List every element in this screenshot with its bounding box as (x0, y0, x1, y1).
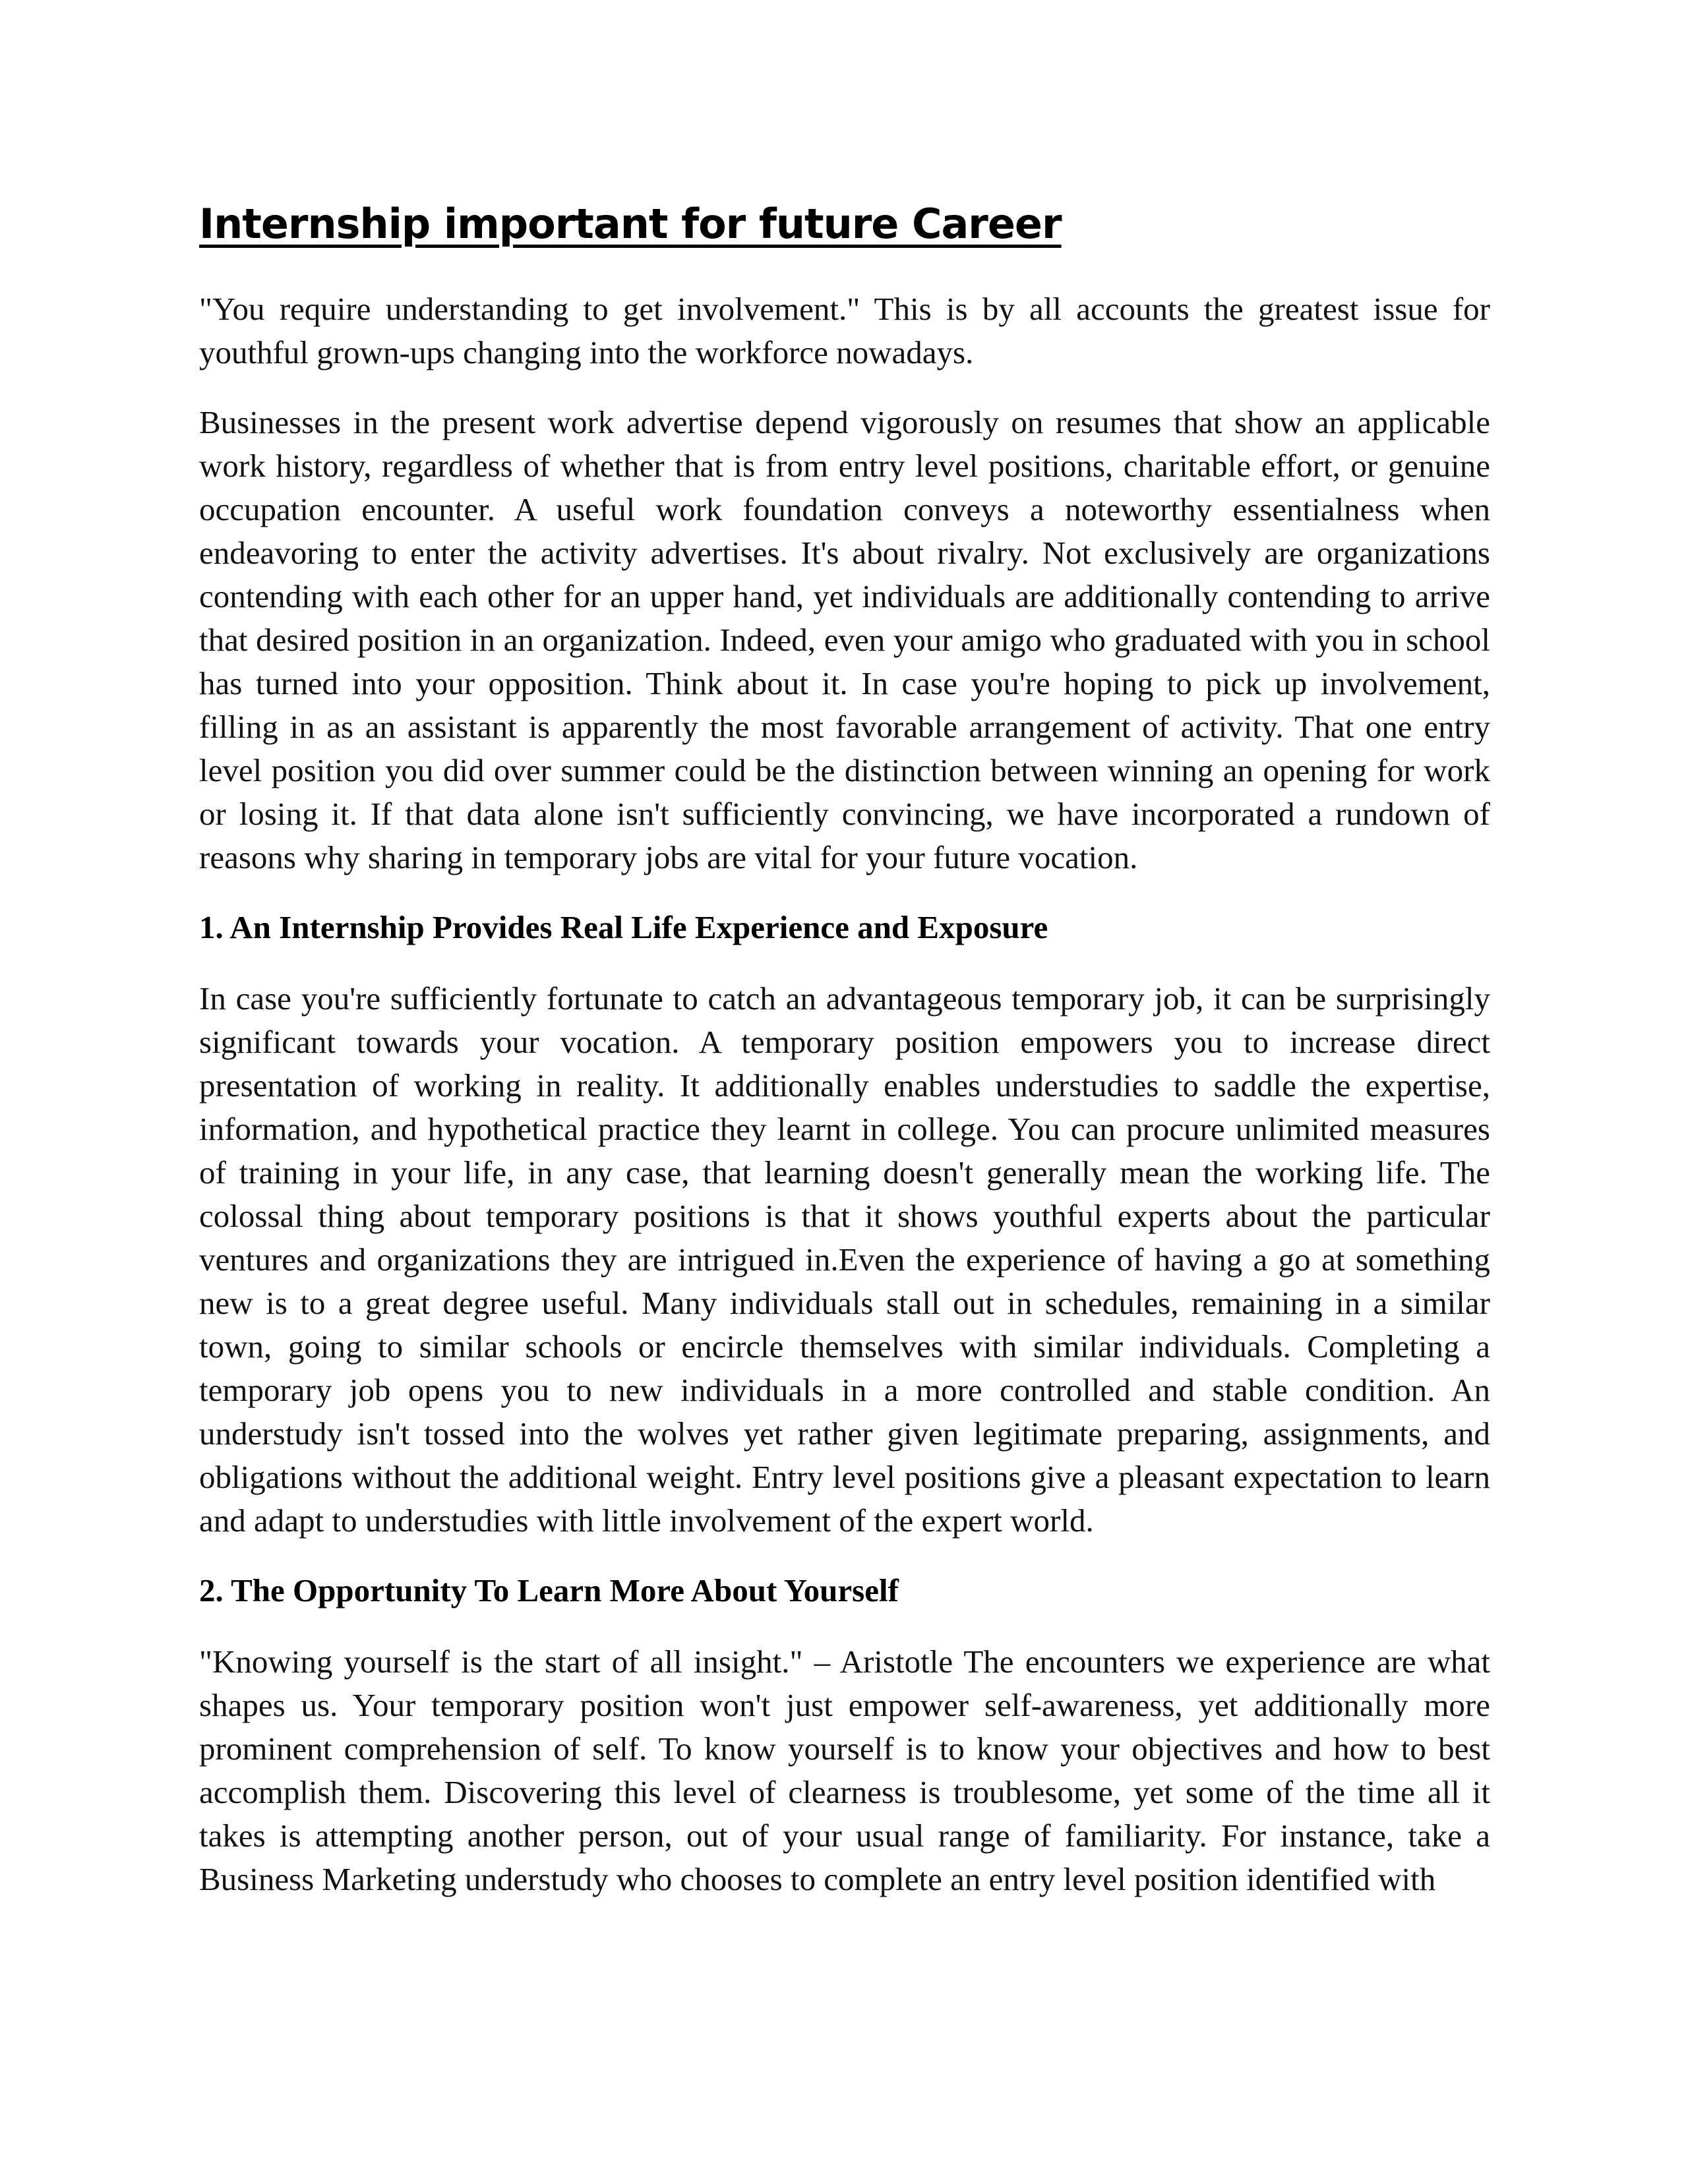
document-page (199, 198, 1490, 1928)
intro-paragraph-1: "You require understanding to get involvement." This is by all accounts the greatest issue for youthful grown-ups changing into the workforce nowadays. (199, 291, 1490, 370)
section-heading-1: 1. An Internship Provides Real Life Experience and Exposure (199, 909, 1048, 945)
intro-paragraph-2: Businesses in the present work advertise depend vigorously on resumes that show an applicable work history, regardless of whether that is from entry level positions, charitable effort, or genuine occupation encounter. A useful work foundation conveys a noteworthy essentialness when endeavoring to enter the activity advertises. It's about rivalry. Not exclusively are organizations contending with each other for an upper hand, yet individuals are additionally contending to arrive that desired position in an organization. Indeed, even your amigo who graduated with you in school has turned into your opposition. Think about it. In case you're hoping to pick up involvement, filling in as an assistant is apparently the most favorable arrangement of activity. That one entry level position you did over summer could be the distinction between winning an opening for work or losing it. If that data alone isn't sufficiently convincing, we have incorporated a rundown of reasons why sharing in temporary jobs are vital for your future vocation. (199, 404, 1490, 875)
section-heading-2: 2. The Opportunity To Learn More About Yourself (199, 1572, 899, 1608)
section-paragraph-2: "Knowing yourself is the start of all insight." – Aristotle The encounters we experience are what shapes us. Your temporary position won't just empower self-awareness, yet additionally more prominent comprehension of self. To know yourself is to know your objectives and how to best accomplish them. Discovering this level of clearness is troublesome, yet some of the time all it takes is attempting another person, out of your usual range of familiarity. For instance, take a Business Marketing understudy who chooses to complete an entry level position identified with (199, 1643, 1490, 1897)
document-title: Internship important for future Career (199, 200, 1062, 248)
section-paragraph-1: In case you're sufficiently fortunate to catch an advantageous temporary job, it can be surprisingly significant towards your vocation. A temporary position empowers you to increase direct presentation of working in reality. It additionally enables understudies to saddle the expertise, information, and hypothetical practice they learnt in college. You can procure unlimited measures of training in your life, in any case, that learning doesn't generally mean the working life. The colossal thing about temporary positions is that it shows youthful experts about the particular ventures and organizations they are intrigued in.Even the experience of having a go at something new is to a great degree useful. Many individuals stall out in schedules, remaining in a similar town, going to similar schools or encircle themselves with similar individuals. Completing a temporary job opens you to new individuals in a more controlled and stable condition. An understudy isn't tossed into the wolves yet rather given legitimate preparing, assignments, and obligations without the additional weight. Entry level positions give a pleasant expectation to learn and adapt to understudies with little involvement of the expert world. (199, 980, 1490, 1539)
